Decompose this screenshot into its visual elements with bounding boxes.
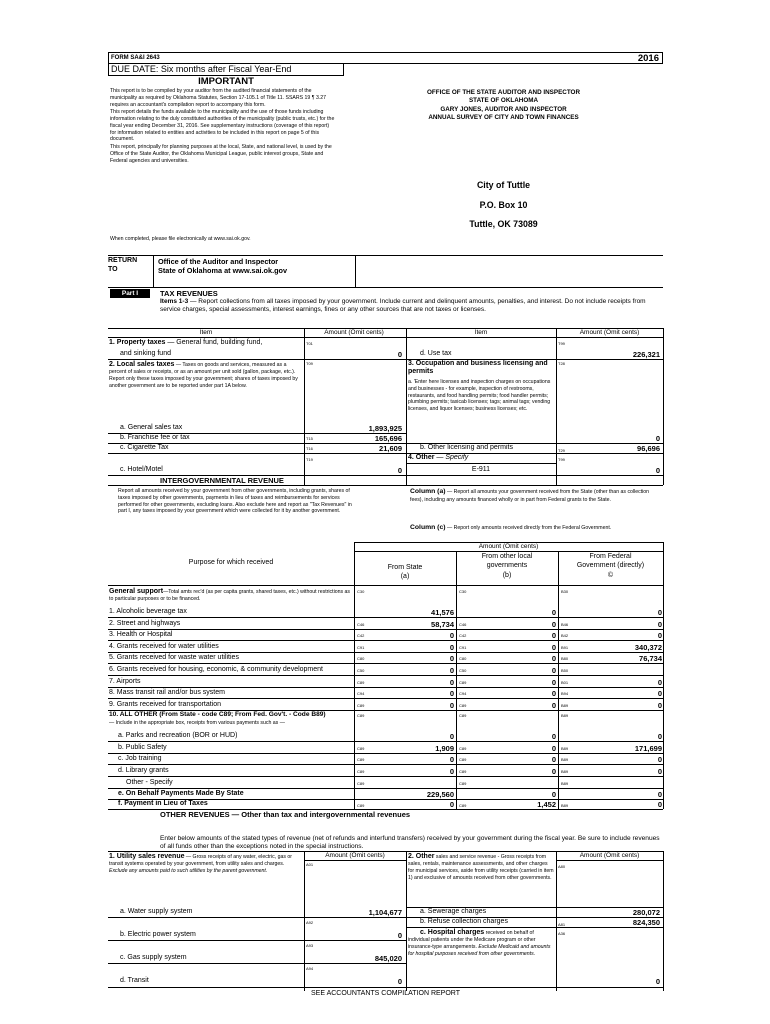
ig-row-9-code-a: C89 [357,702,365,708]
ig-row-1-value-c: 0 [657,608,662,617]
ig-row-5-code-a: C80 [357,656,365,662]
ig-row-5-label: 5. Grants received for waste water utilities [109,654,239,662]
ig-row-9-value-a: 0 [449,700,454,710]
ig-row-4-value-c: 340,372 [634,642,662,652]
ig-row-1-label: 1. Alcoholic beverage tax [109,608,187,615]
other-specify-label: Other - Specify [126,779,173,786]
office-line-4: ANNUAL SURVEY OF CITY AND TOWN FINANCES [428,113,579,121]
occupation-a-text: a. 'Enter here licenses and inspection charges on occupations and businesses - for example, inspection of restrooms, restaurants, and food handling permits; food handler permits; plumbing permits; taxicab licenses; tags; animal tags; vending licenses, and liquor licenses; business licenses; etc. [408,379,551,412]
utility-sales-head: 1. Utility sales revenue [109,853,185,860]
property-taxes-head: 1. Property taxes [109,339,166,346]
on-behalf-a: 229,560 [426,790,454,799]
ig-sub-1-value-a: 0 [449,732,454,741]
e911-label: E-911 [471,466,491,473]
ig-sub-4-code-b: C89 [459,768,467,774]
ig-row-2-value-b: 0 [551,619,556,629]
local-sales-head: 2. Local sales taxes [109,361,175,368]
refuse-label: b. Refuse collection charges [420,918,508,925]
code-t99-other: T99 [558,457,565,462]
from-federal-head [558,552,663,580]
code-all-other-a: C89 [357,713,365,718]
from-local-line-3: (b) [502,571,512,579]
use-tax-label: d. Use tax [420,350,452,357]
ig-row-9-value-b: 0 [551,700,556,710]
office-line-3: GARY JONES, AUDITOR AND INSPECTOR [440,105,567,113]
ig-sub-3-label: c. Job training [118,755,162,763]
code-t99: T99 [558,341,565,346]
other-tax-specify: — Specify [434,454,469,461]
other-sales-label [408,852,554,881]
ig-row-3-value-a: 0 [449,631,454,641]
ig-row-7-code-a: C89 [357,679,365,685]
other-sales-head: 2. Other [408,853,435,860]
from-local-head [456,552,558,580]
code-c30-b: C30 [459,589,467,594]
ig-sub-3-code-c: B89 [561,757,569,763]
cigarette-value: 21,609 [379,444,402,453]
form-number: FORM SA&I 2643 [111,55,160,61]
other-licensing-value: 96,696 [637,444,660,453]
file-note: When completed, please file electronically at www.sai.ok.gov. [110,236,251,242]
ig-row-7-value-a: 0 [449,677,454,687]
general-sales-value: 1,893,925 [368,424,402,433]
divider [558,551,559,809]
ig-row-5-code-c: B80 [561,656,569,662]
code-c30-a: C30 [357,589,365,594]
divider [108,963,406,964]
gas-supply-value: 845,020 [374,954,402,963]
ig-sub-4-value-b: 0 [551,766,556,776]
ig-row-6-value-b: 0 [551,666,556,675]
ig-row-1-value-b: 0 [551,608,556,617]
form-year: 2016 [637,53,659,64]
code-t29: T29 [558,448,565,453]
divider [663,328,664,485]
ig-row-5-code-b: C80 [459,656,467,662]
divider [406,328,407,485]
transit-label: d. Transit [120,977,149,984]
ig-row-9-label: 9. Grants received for transportation [109,700,222,708]
water-supply-label: a. Water supply system [120,908,193,915]
code-pilt-c: B89 [561,803,569,808]
col-item-right: Item [474,329,488,336]
code-other-a: C89 [357,781,365,786]
ig-row-7-label: 7. Airports [109,677,141,685]
col-amount-left: Amount (Omit cents) [324,329,384,336]
code-a93: A93 [306,943,314,948]
property-taxes-label [109,339,262,347]
po-box: P.O. Box 10 [479,200,528,210]
city-name: City of Tuttle [476,180,531,190]
e911-value: 0 [655,466,660,475]
occupation-a-value: 0 [655,434,660,443]
ig-row-8-value-a: 0 [449,689,454,699]
divider [108,255,663,256]
code-a92: A92 [306,920,314,925]
ig-row-7-value-b: 0 [551,677,556,687]
code-a94: A94 [306,966,314,971]
cigarette-label: c. Cigarette Tax [120,444,169,451]
all-other-label: 10. ALL OTHER (From State - code C89; From Fed. Gov't. - Code B89) [109,711,326,718]
ig-row-6-code-a: C50 [357,668,365,673]
property-taxes-rest: — General fund, building fund, [165,339,263,346]
ig-row-1-value-a: 41,576 [431,608,454,617]
from-federal-line-1: From Federal [589,553,632,560]
ig-sub-2-code-a: C89 [357,745,365,751]
column-a-head: Column (a) [410,488,446,495]
intro-text [110,88,336,164]
on-behalf-label: e. On Behalf Payments Made By State [118,790,244,797]
ig-sub-3-value-a: 0 [449,755,454,765]
hotel-motel-value: 0 [397,466,402,475]
code-all-other-c: B89 [561,713,569,718]
divider [108,687,663,688]
ig-row-2-code-c: B46 [561,621,569,627]
intergov-amount-head: Amount (Omit cents) [478,543,539,550]
ig-row-6-value-a: 0 [449,666,454,675]
general-support-rest: —Total amts rec'd (as per capita grants, shared taxes, etc.) without restrictions as to particular purposes or to be financed. [109,589,351,603]
divider [108,629,663,630]
ig-sub-2-code-b: C89 [459,745,467,751]
divider [304,851,305,991]
pilt-label: f. Payment in Lieu of Taxes [118,800,208,807]
hospital-exclude: Exclude Medicaid and amounts for hospital purposes received from other governments. [408,943,551,957]
code-a36: A36 [558,931,566,936]
column-c-text: — Report only amounts received directly from the Federal Government. [445,525,612,531]
other-revenues-instructions: Enter below amounts of the stated types of revenue (net of refunds and interfund transfers) received by your government during the fiscal year. Be sure to include revenues of all funds other than the exceptions noted in the special instructions. [160,835,660,850]
from-state-line-2: (a) [400,573,410,581]
transit-value: 0 [397,977,402,986]
divider [304,860,406,861]
ig-sub-1-value-c: 0 [657,732,662,741]
all-other-sublabel: — Include in the appropriate box, receipts from various payments such as — [109,720,285,726]
ig-row-7-code-c: B01 [561,679,569,685]
ig-row-6-code-b: C50 [459,668,467,673]
ig-sub-3-value-b: 0 [551,755,556,765]
ig-row-8-code-c: B94 [561,691,569,697]
important-heading: IMPORTANT [198,76,254,87]
ig-row-2-code-b: C46 [459,621,467,627]
code-t16: T16 [306,446,313,451]
intergov-instructions: Report all amounts received by your government from other governments, including grants, shares of taxes imposed by other governments, payments in lieu of taxes and reimbursements for services performed for other governments, excluding loans. Also exclude here and report as "Tax Revenues" in part I, any taxes imposed by your government which were collected for it by another government. [118,488,352,515]
franchise-label: b. Franchise fee or tax [120,434,190,441]
utility-amount-head: Amount (Omit cents) [325,852,385,859]
ig-row-8-value-c: 0 [657,689,662,699]
divider [108,741,663,742]
franchise-value: 165,696 [374,434,402,443]
from-local-line-1: From other local [481,553,533,560]
divider [108,663,663,664]
divider [354,542,355,809]
divider [556,328,557,485]
ig-row-8-label: 8. Mass transit rail and/or bus system [109,689,225,697]
ig-row-6-label: 6. Grants received for housing, economic, & community development [109,666,323,673]
ig-row-3-value-b: 0 [551,631,556,641]
divider [108,640,663,641]
ig-row-7-code-b: C89 [459,679,467,685]
divider [108,698,663,699]
divider [108,776,663,777]
footer-note: SEE ACCOUNTANTS COMPILATION REPORT [311,990,460,997]
ig-row-3-code-b: C42 [459,633,467,639]
ig-row-4-code-b: C91 [459,644,467,650]
return-to-label: RETURN TO [108,257,138,274]
tax-instructions [160,298,660,314]
ig-row-9-value-c: 0 [657,700,662,710]
divider [108,940,406,941]
divider [108,652,663,653]
return-address [158,257,287,276]
ig-row-3-label: 3. Health or Hospital [109,631,173,639]
office-block [344,89,663,122]
divider [108,287,663,288]
column-a-text: — Report all amounts your government received from the State (other than as collection fees), including any amounts financed wholly or in part from Federal grants to the State. [410,489,650,503]
ig-row-2-code-a: C46 [357,621,365,627]
use-tax-value: 226,321 [632,350,660,359]
electric-power-value: 0 [397,931,402,940]
code-other-c: B89 [561,781,569,786]
part-1-label: Part I [110,289,150,298]
column-c-head: Column (c) [410,524,446,531]
divider [108,764,663,765]
ig-row-5-value-b: 0 [551,654,556,664]
ig-row-2-label: 2. Street and highways [109,619,181,627]
code-all-other-b: C89 [459,713,467,718]
other-tax-head: 4. Other [408,454,435,461]
ig-row-5-value-c: 76,734 [639,654,662,664]
ig-sub-2-value-a: 1,909 [435,743,454,753]
divider [406,851,407,991]
ig-sub-4-code-c: B89 [561,768,569,774]
ig-row-9-code-b: C89 [459,702,467,708]
divider [108,788,663,789]
code-other-b: C89 [459,781,467,786]
ig-row-6-code-c: B50 [561,668,569,673]
code-pilt-a: C89 [357,803,365,808]
ig-row-3-value-c: 0 [657,631,662,641]
ig-row-3-code-c: B42 [561,633,569,639]
city-state-zip: Tuttle, OK 73089 [469,219,538,229]
general-support-head: General support [109,588,164,595]
water-supply-value: 1,104,677 [368,908,402,917]
ig-sub-2-value-b: 0 [551,743,556,753]
intro-paragraph-3: This report, principally for planning purposes at the local, State, and national level, is used by the Office of the State Auditor, the Oklahoma Municipal League, public interest groups, State and Federal agencies and universities. [110,144,332,164]
ig-row-4-code-a: C91 [357,644,365,650]
divider [355,255,356,287]
ig-sub-3-code-a: C89 [357,757,365,763]
from-federal-line-3: © [607,571,614,579]
code-a80: A80 [558,864,566,869]
utility-sales-exclude: Exclude any amounts paid to such utilities by the parent government. [109,867,268,874]
divider [406,463,556,464]
intro-paragraph-1: This report is to be compiled by your auditor from the audited financial statements of the municipality as required by Oklahoma Statutes, Section 17-105.1 of Title 11. SSARS 19 ¶ 3.27 requires an accountant's compilation report to accompany this form. [110,88,327,108]
from-local-line-2: governments [486,562,528,570]
tax-revenues-title: TAX REVENUES [160,289,218,298]
office-line-1: OFFICE OF THE STATE AUDITOR AND INSPECTOR [427,89,580,96]
pilt-a: 0 [449,800,454,809]
ig-sub-4-code-a: C89 [357,768,365,774]
ig-sub-2-code-c: B89 [561,745,569,751]
divider [108,675,663,676]
refuse-value: 824,350 [632,918,660,927]
intro-paragraph-2: This report details the funds available to the municipality and the use of those funds including information relating to the duly constituted authorities of the municipality (public trusts, etc.) for the fiscal year ending December 31, 2016. See supplementary instructions (coverage of this report) for information related to entities and activities to be included in this report on page 5 of this document. [110,109,335,143]
hotel-motel-label: c. Hotel/Motel [120,466,163,473]
pilt-c: 0 [657,800,662,809]
ig-sub-3-value-c: 0 [657,755,662,765]
ig-row-2-value-c: 0 [657,619,662,629]
ig-sub-4-label: d. Library grants [118,766,169,774]
ig-row-4-code-c: B91 [561,644,569,650]
code-t19: T19 [306,457,313,462]
divider [663,851,664,991]
other-amount-head: Amount (Omit cents) [579,852,640,859]
from-state-line-1: From State [387,564,423,571]
col-amount-right: Amount (Omit cents) [579,329,640,336]
column-c-instructions [410,524,660,533]
code-pilt-b: C89 [459,803,467,808]
divider [108,485,663,486]
local-sales-label [109,360,303,389]
other-revenues-title: OTHER REVENUES — Other than tax and intergovernmental revenues [160,810,411,819]
sinking-fund-label: and sinking fund [120,350,171,357]
code-b30-c: B30 [561,589,569,594]
hospital-rest: received on behalf of individual patients under the Medicare program or other insurance-type arrangements. [408,930,536,950]
purpose-head: Purpose for which received [188,559,274,566]
ig-row-7-value-c: 0 [657,677,662,687]
other-tax-label [408,454,468,462]
ig-sub-1-value-b: 0 [551,732,556,741]
divider [304,328,305,485]
divider [108,585,663,586]
ig-row-8-code-b: C94 [459,691,467,697]
form-header-bar [108,52,663,64]
ig-row-2-value-a: 58,734 [431,619,454,629]
code-t09: T09 [306,361,313,366]
divider [456,551,457,809]
general-support-label [109,587,353,603]
divider [556,860,663,861]
general-sales-label: a. General sales tax [120,424,183,431]
office-line-2: STATE OF OKLAHOMA [468,97,539,105]
ig-row-9-code-c: B89 [561,702,569,708]
other-sales-rest: sales and service revenue - Gross receipts from sales, rentals, maintenance assessments, and other charges for municipal services, aside from utility receipts (carried in item 1) and exclusive of amounts received from other governments. [408,854,554,881]
divider [108,987,663,988]
col-item-left: Item [199,329,213,336]
hospital-value: 0 [655,977,660,986]
pilt-b: 1,452 [537,800,556,809]
from-federal-line-2: Government (directly) [576,562,645,570]
column-a-instructions [410,488,660,504]
divider [663,542,664,809]
on-behalf-b: 0 [551,790,556,799]
divider [108,337,663,338]
sewerage-value: 280,072 [632,908,660,917]
ig-row-4-value-a: 0 [449,642,454,652]
code-t28: T28 [558,361,565,366]
code-a01: A01 [306,862,314,867]
utility-sales-rest: — Gross receipts of any water, electric, gas or transit systems operated by your government, from utility sales and charges. [109,854,293,868]
ig-row-3-code-a: C42 [357,633,365,639]
items-heading: Items 1-3 [160,298,189,305]
ig-sub-4-value-a: 0 [449,766,454,776]
code-a81: A81 [558,922,566,927]
intergov-title: INTERGOVERNMENTAL REVENUE [160,476,284,485]
gas-supply-label: c. Gas supply system [120,954,187,961]
ig-sub-4-value-c: 0 [657,766,662,776]
local-sales-rest: — Taxes on goods and services, measured as a percent of sales or receipts, or as an amount per unit sold (gallon, package, etc.). Report only these taxes imposed by your government; shares of taxes imposed by another government are to be reported under part 1A below. [109,362,298,389]
hospital-label [408,928,554,957]
property-taxes-value: 0 [397,350,402,359]
code-t01: T01 [306,341,313,346]
return-address-line-1: Office of the Auditor and Inspector [158,257,279,266]
electric-power-label: b. Electric power system [120,931,196,938]
on-behalf-c: 0 [657,790,662,799]
divider [108,617,663,618]
tax-instruction-text: — Report collections from all taxes imposed by your government. Include current and delinquent amounts, penalties, and interest. Do not include receipts from service charges, special assessments, interest earnings, fines or any other sources that are not taxes or licenses. [160,298,646,314]
occupation-label: 3. Occupation and business licensing and permits [408,360,548,376]
ig-row-4-label: 4. Grants received for water utilities [109,642,219,650]
sewerage-label: a. Sewerage charges [420,908,487,915]
ig-row-8-code-a: C94 [357,691,365,697]
divider [153,255,154,287]
utility-sales-label [109,852,303,875]
divider [108,917,406,918]
ig-row-8-value-b: 0 [551,689,556,699]
hospital-head: c. Hospital charges [420,929,485,936]
return-address-line-2: State of Oklahoma at www.sai.ok.gov [158,266,288,276]
ig-sub-1-label: a. Parks and recreation (BOR or HUD) [118,732,238,739]
ig-sub-2-label: b. Public Safety [118,743,167,751]
ig-sub-3-code-b: C89 [459,757,467,763]
ig-row-4-value-b: 0 [551,642,556,652]
due-date-box [108,64,344,76]
other-licensing-label: b. Other licensing and permits [420,444,513,451]
divider [556,851,557,991]
divider [108,753,663,754]
ig-row-5-value-a: 0 [449,654,454,664]
ig-sub-2-value-c: 171,699 [634,743,662,753]
from-state-head [354,563,456,582]
code-t15: T15 [306,436,313,441]
survey-form-page [108,52,663,1000]
due-date: DUE DATE: Six months after Fiscal Year-End [111,64,292,74]
divider [108,453,406,454]
